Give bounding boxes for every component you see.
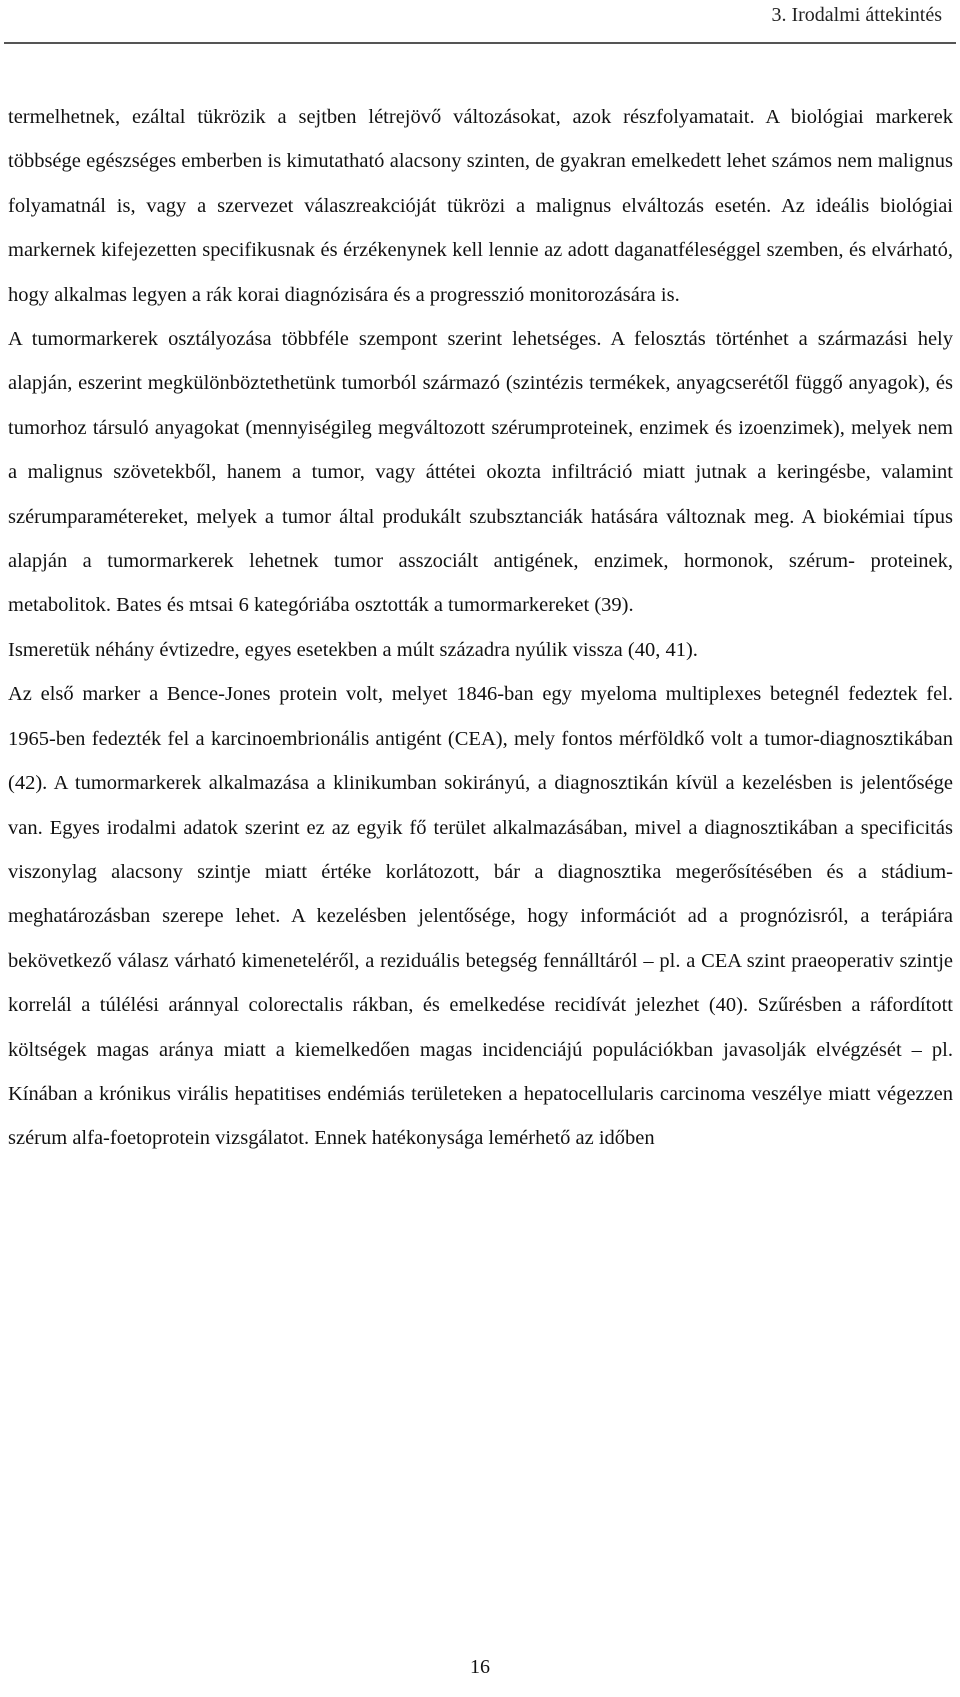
- paragraph-history: Ismeretük néhány évtizedre, egyes esetekben a múlt századra nyúlik vissza (40, 41).: [8, 638, 698, 661]
- paragraph-tumor-marker-classification: A tumormarkerek osztályozása többféle szempont szerint lehetséges. A felosztás történhet a származási hely alapján, eszerint megkülönböztethetünk tumorból származó (szintézis termékek, anyagcserétől függő anyagok), és tumorhoz társuló anyagokat (mennyiségileg megváltozott szérumproteinek, enzimek és izoenzimek), melyek nem a malignus szövetekből, hanem a tumor, vagy áttétei okozta infiltráció miatt jutnak a keringésbe, valamint szérumparamétereket, melyek a tumor által produkált szubsztanciák hatására változnak meg. A biokémiai típus alapján a tumormarkerek lehetnek tumor asszociált antigének, enzimek, hormonok, szérum- proteinek, metabolitok. Bates és mtsai 6 kategóriába osztották a tumormarkereket (39).: [8, 328, 953, 617]
- running-header: 3. Irodalmi áttekintés: [771, 4, 942, 26]
- paragraph-applications: Az első marker a Bence-Jones protein volt, melyet 1846-ban egy myeloma multiplexes betegnél fedeztek fel. 1965-ben fedezték fel a karcinoembrionális antigént (CEA), mely fontos mérföldkő volt a tumor-diagnosztikában (42). A tumormarkerek alkalmazása a klinikumban sokirányú, a diagnosztikán kívül a kezelésben is jelentősége van. Egyes irodalmi adatok szerint ez az egyik fő terület alkalmazásában, mivel a diagnosztikában a specificitás viszonylag alacsony szintje miatt értéke korlátozott, bár a diagnosztika megerősítésében és a stádium-meghatározásban szerepe lehet. A kezelésben jelentősége, hogy információt ad a prognózisról, a terápiára bekövetkező válasz várható kimeneteléről, a reziduális betegség fennálltáról – pl. a CEA szint praeoperativ szintje korrelál a túlélési aránnyal colorectalis rákban, és emelkedése recidívát jelezhet (40). Szűrésben a ráfordított költségek magas aránya miatt a kiemelkedően magas incidenciájú populációkban javasolják elvégzését – pl. Kínában a krónikus virális hepatitises endémiás területeken a hepatocellularis carcinoma veszélye miatt végezzen szérum alfa-foetoprotein vizsgálatot. Ennek hatékonysága lemérhető az időben: [8, 683, 953, 1150]
- page-number: 16: [470, 1656, 490, 1678]
- paragraph-biomarkers-intro: termelhetnek, ezáltal tükrözik a sejtben létrejövő változásokat, azok részfolyamatait. A biológiai markerek többsége egészséges emberben is kimutatható alacsony szinten, de gyakran emelkedett lehet számos nem malignus folyamatnál is, vagy a szervezet válaszreakcióját tükrözi a malignus elváltozás esetén. Az ideális biológiai markernek kifejezetten specifikusnak és érzékenynek kell lennie az adott daganatféleséggel szemben, és elvárható, hogy alkalmas legyen a rák korai diagnózisára és a progresszió monitorozására is.: [8, 106, 953, 306]
- body-text: [8, 95, 953, 1161]
- header-divider: [4, 42, 956, 44]
